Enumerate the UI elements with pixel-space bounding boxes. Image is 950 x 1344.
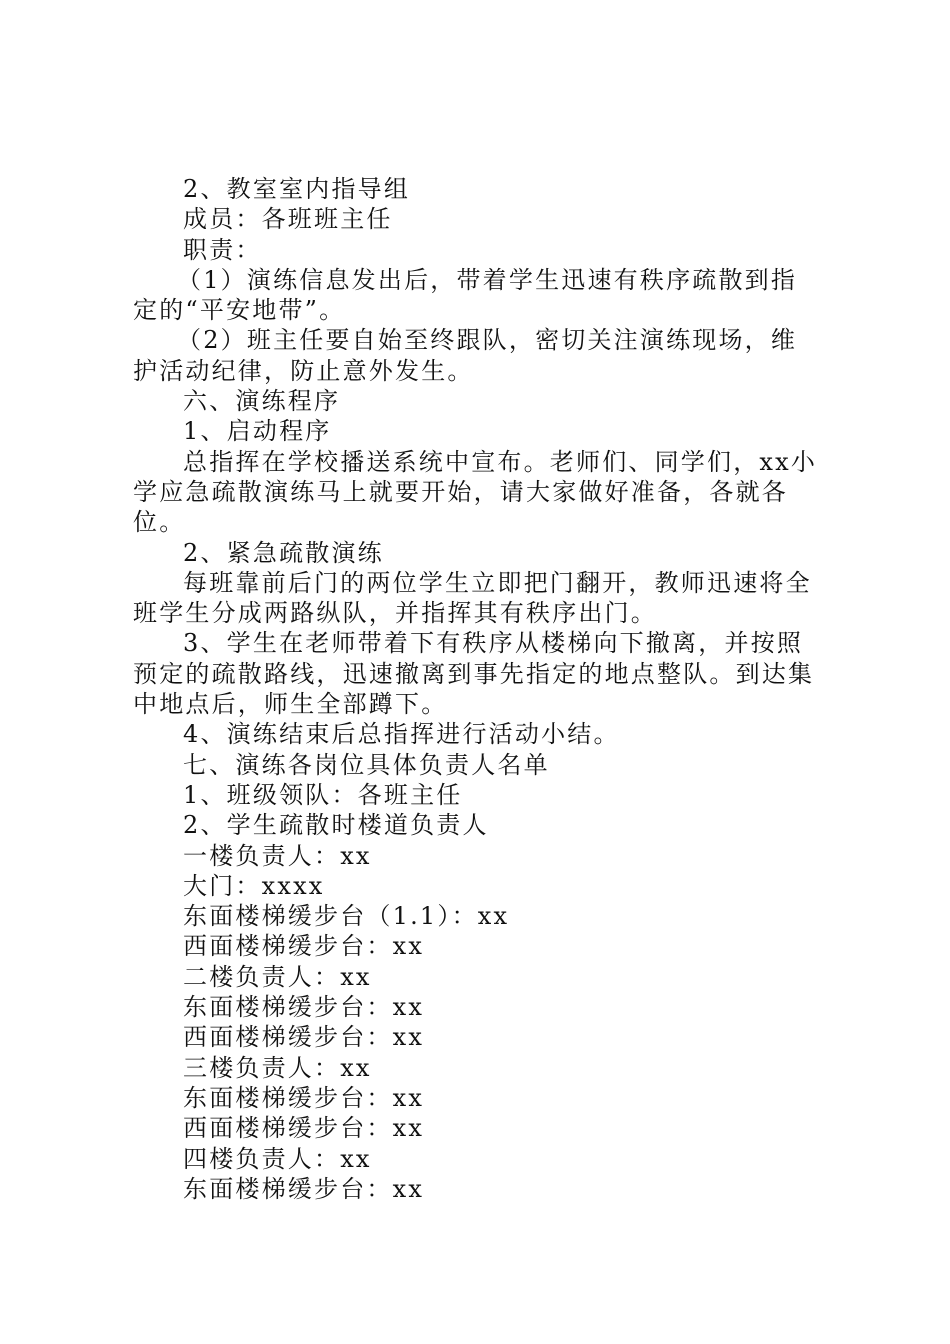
list-item: 三楼负责人：xx [183, 1053, 372, 1082]
list-item: 西面楼梯缓步台：xx [183, 1114, 425, 1143]
list-item: 二楼负责人：xx [183, 962, 372, 991]
section-heading: 七、演练各岗位具体负责人名单 [183, 750, 550, 779]
paragraph: 1、班级领队：各班主任 [183, 780, 463, 809]
paragraph: （1）演练信息发出后，带着学生迅速有秩序疏散到指定的“平安地带”。 [133, 265, 798, 325]
list-item: 东面楼梯缓步台：xx [183, 1083, 425, 1112]
section-heading: 2、教室室内指导组 [183, 175, 411, 203]
list-item: 东面楼梯缓步台：xx [183, 993, 425, 1022]
paragraph: 3、学生在老师带着下有秩序从楼梯向下撤离，并按照预定的疏散路线，迅速撤离到事先指定的地点整队。到达集中地点后，师生全部蹲下。 [133, 629, 815, 719]
paragraph: 4、演练结束后总指挥进行活动小结。 [183, 720, 620, 749]
section-heading: 2、紧急疏散演练 [183, 538, 384, 567]
list-item: 四楼负责人：xx [183, 1144, 372, 1173]
list-item: 西面楼梯缓步台：xx [183, 1023, 425, 1052]
paragraph: 2、学生疏散时楼道负责人 [183, 811, 489, 840]
list-item: 大门：xxxx [183, 871, 325, 900]
paragraph: 成员：各班班主任 [183, 205, 393, 234]
paragraph: 职责： [183, 235, 262, 264]
paragraph: （2）班主任要自始至终跟队，密切关注演练现场，维护活动纪律，防止意外发生。 [133, 326, 798, 385]
document-body [133, 174, 823, 1204]
list-item: 东面楼梯缓步台（1.1）：xx [183, 902, 510, 931]
section-heading: 六、演练程序 [183, 387, 341, 416]
list-item: 东面楼梯缓步台：xx [183, 1174, 425, 1203]
paragraph: 每班靠前后门的两位学生立即把门翻开，教师迅速将全班学生分成两路纵队，并指挥其有秩序出门。 [133, 568, 812, 628]
section-heading: 1、启动程序 [183, 417, 332, 446]
paragraph: 总指挥在学校播送系统中宣布。老师们、同学们，xx小学应急疏散演练马上就要开始，请大家做好准备，各就各位。 [133, 447, 818, 537]
list-item: 西面楼梯缓步台：xx [183, 932, 425, 961]
list-item: 一楼负责人：xx [183, 841, 372, 870]
